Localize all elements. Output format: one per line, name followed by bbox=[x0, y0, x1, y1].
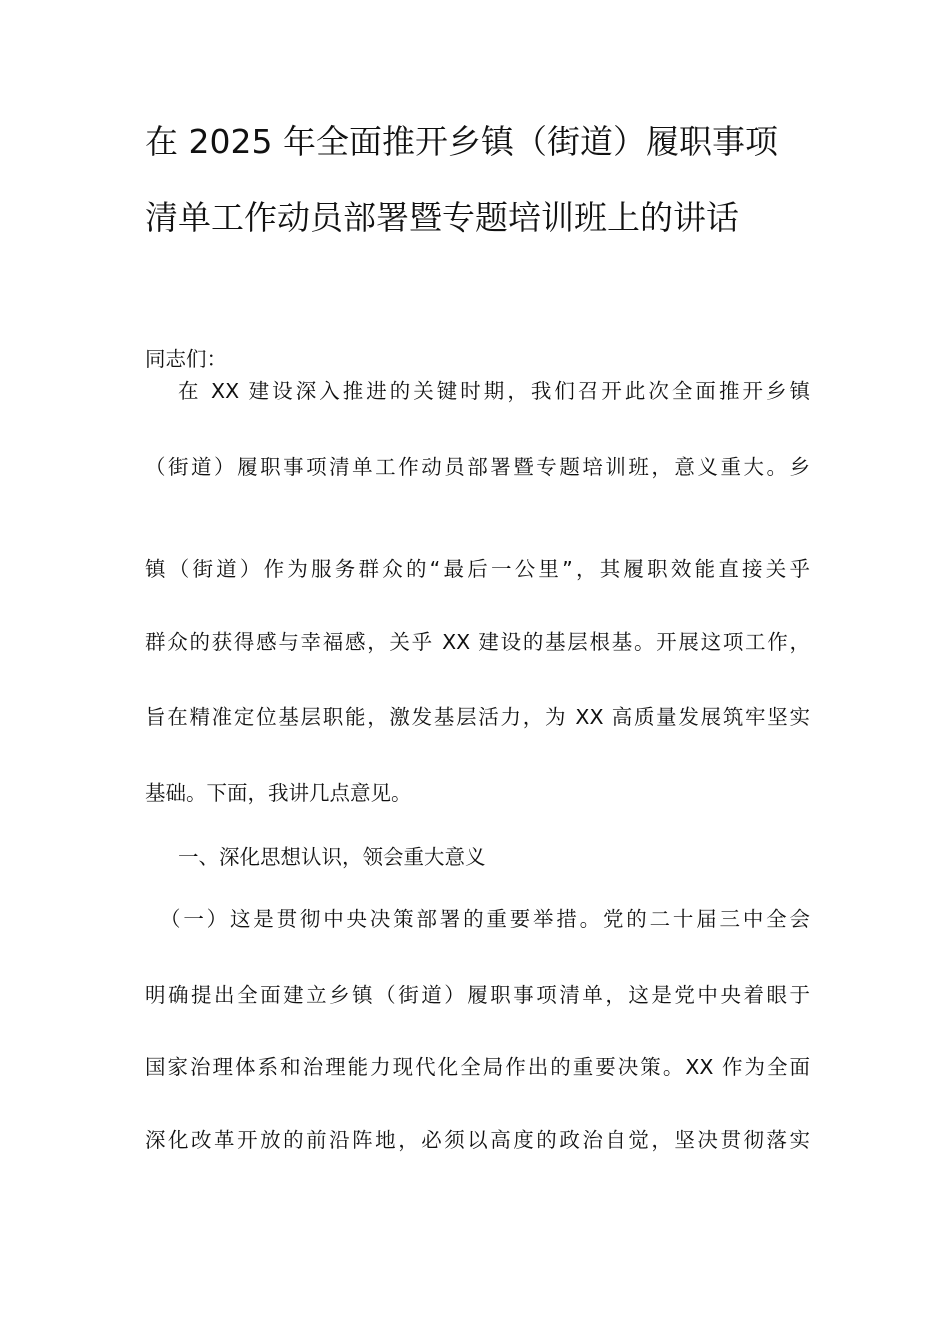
salutation: 同志们： bbox=[145, 347, 227, 371]
intro-paragraph-line-1: 在 XX 建设深入推进的关键时期，我们召开此次全面推开乡镇 bbox=[178, 379, 810, 403]
document-title-line-1: 在 2025 年全面推开乡镇（街道）履职事项 bbox=[145, 122, 778, 161]
intro-paragraph-line-5: 旨在精准定位基层职能，激发基层活力，为 XX 高质量发展筑牢坚实 bbox=[145, 705, 810, 729]
section-heading: 一、深化思想认识，领会重大意义 bbox=[178, 845, 486, 869]
intro-paragraph-line-2: （街道）履职事项清单工作动员部署暨专题培训班，意义重大。乡 bbox=[145, 455, 810, 479]
subsection-paragraph-line-1: （一）这是贯彻中央决策部署的重要举措。党的二十届三中全会 bbox=[160, 907, 810, 931]
intro-paragraph-line-3: 镇（街道）作为服务群众的“最后一公里”，其履职效能直接关乎 bbox=[145, 557, 810, 581]
subsection-paragraph-line-4: 深化改革开放的前沿阵地，必须以高度的政治自觉，坚决贯彻落实 bbox=[145, 1128, 810, 1152]
intro-paragraph-line-6: 基础。下面，我讲几点意见。 bbox=[145, 781, 412, 805]
document-title-line-2: 清单工作动员部署暨专题培训班上的讲话 bbox=[145, 198, 739, 237]
subsection-paragraph-line-2: 明确提出全面建立乡镇（街道）履职事项清单，这是党中央着眼于 bbox=[145, 983, 810, 1007]
subsection-paragraph-line-3: 国家治理体系和治理能力现代化全局作出的重要决策。XX 作为全面 bbox=[145, 1055, 810, 1079]
intro-paragraph-line-4: 群众的获得感与幸福感，关乎 XX 建设的基层根基。开展这项工作， bbox=[145, 630, 810, 654]
